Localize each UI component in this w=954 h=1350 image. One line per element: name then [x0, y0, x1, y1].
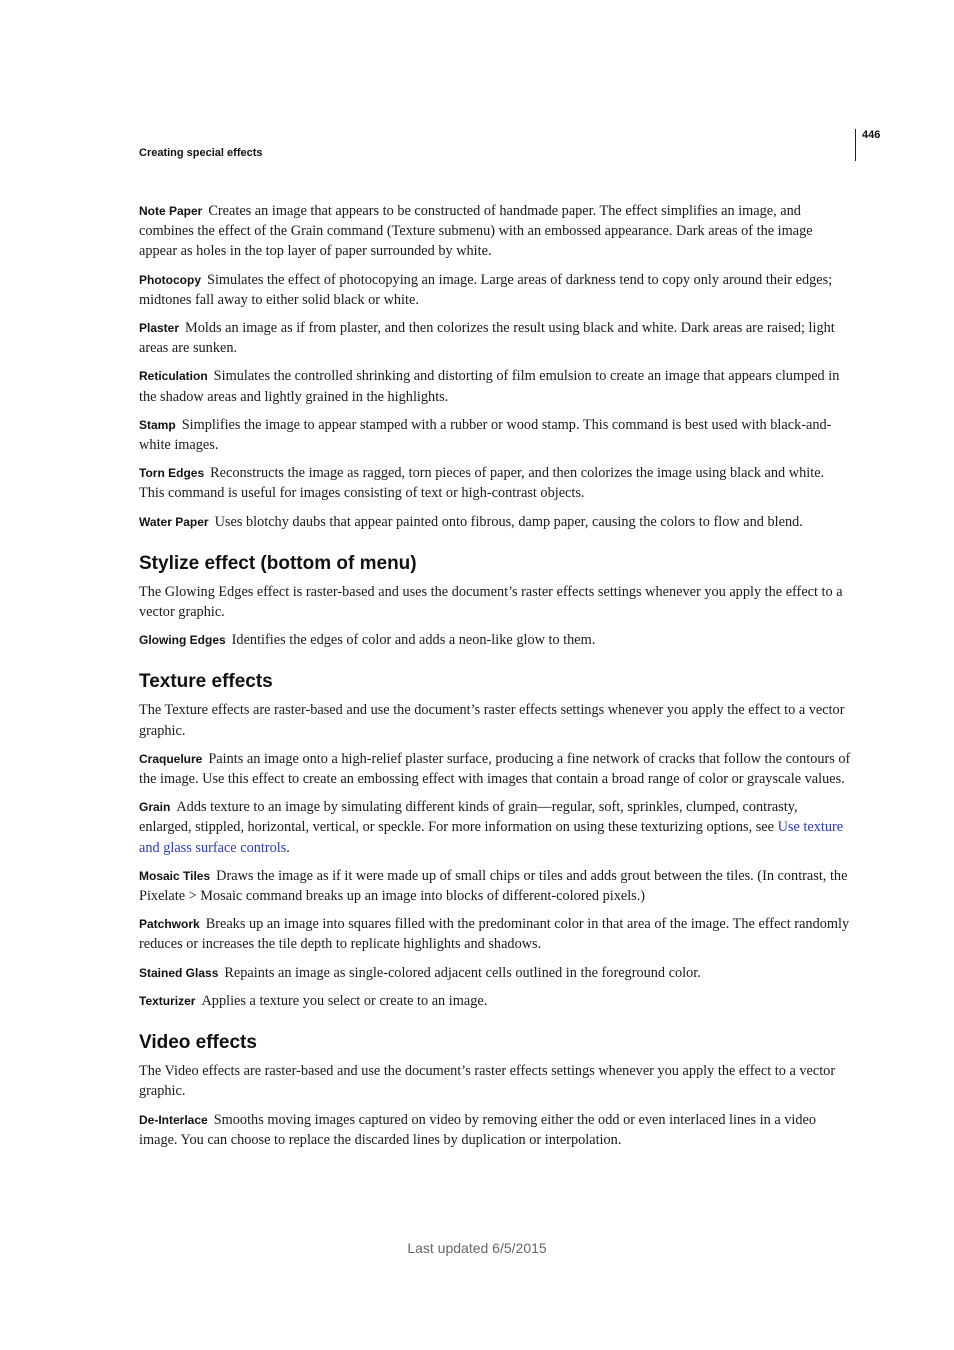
- definition-text: Molds an image as if from plaster, and then colorizes the result using black and white. Dark areas are raised; light areas are sunken.: [139, 320, 835, 357]
- definition-term: Mosaic Tiles: [139, 868, 211, 883]
- definition-entry: [139, 866, 851, 906]
- definition-entry: [139, 270, 851, 310]
- definition-term: Plaster: [139, 321, 180, 336]
- header-rule: [855, 129, 856, 161]
- page-content: [139, 201, 851, 1158]
- texture-controls-link[interactable]: Use texture and glass surface controls: [139, 819, 844, 856]
- section-intro: The Video effects are raster-based and use the document’s raster effects settings whenever you apply the effect to a vector graphic.: [139, 1063, 836, 1100]
- definition-text: Adds texture to an image by simulating different kinds of grain—regular, soft, sprinkles, clumped, contrasty, enlarged, stippled, horizontal, vertical, or speckle. For more information on using these texturizing options, see: [139, 799, 798, 836]
- section-heading-stylize: Stylize effect (bottom of menu): [139, 552, 417, 574]
- definition-term: Patchwork: [139, 917, 200, 932]
- definition-entry: [139, 630, 851, 650]
- definition-text: Creates an image that appears to be constructed of handmade paper. The effect simplifies an image, and combines the effect of the Grain command (Texture submenu) with an embossed appearance. Dark areas of the image appear as holes in the top layer of paper surrounded by white.: [139, 203, 813, 260]
- definition-entry: [139, 201, 851, 262]
- definition-text: Applies a texture you select or create to an image.: [201, 992, 488, 1009]
- definition-entry: [139, 749, 851, 789]
- definition-entry: [139, 512, 851, 532]
- definition-entry: [139, 463, 851, 503]
- definition-text: Draws the image as if it were made up of small chips or tiles and adds grout between the tiles. (In contrast, the Pixelate > Mosaic command breaks up an image into blocks of different-colored pixels.): [139, 867, 848, 905]
- definition-entry: [139, 318, 851, 358]
- definition-term: Note Paper: [139, 204, 203, 218]
- page-number: 446: [862, 129, 881, 141]
- definition-text: Paints an image onto a high-relief plaster surface, producing a fine network of cracks that follow the contours of the image. Use this effect to create an embossing effect with images that contain a broad range of color or grayscale values.: [139, 750, 851, 788]
- definition-entry: [139, 415, 851, 455]
- definition-term: Stained Glass: [139, 965, 219, 980]
- definition-entry: [139, 914, 851, 954]
- definition-text: Repaints an image as single-colored adjacent cells outlined in the foreground color.: [224, 964, 701, 981]
- definition-entry: [139, 963, 851, 983]
- definition-text: Smooths moving images captured on video by removing either the odd or even interlaced lines in a video image. You can choose to replace the discarded lines by duplication or interpolation.: [139, 1111, 817, 1148]
- definition-term: Glowing Edges: [139, 633, 226, 648]
- section-intro: The Glowing Edges effect is raster-based and uses the document’s raster effects settings whenever you apply the effect to a vector graphic.: [139, 583, 843, 621]
- definition-term: De-Interlace: [139, 1112, 208, 1127]
- definition-term: Stamp: [139, 417, 176, 432]
- running-header: Creating special effects: [139, 147, 263, 159]
- section-heading-texture: Texture effects: [139, 671, 273, 693]
- definition-text: Reconstructs the image as ragged, torn pieces of paper, and then colorizes the image using black and white. This command is useful for images consisting of text or high-contrast objects.: [139, 465, 825, 502]
- footer-last-updated: Last updated 6/5/2015: [407, 1240, 547, 1256]
- definition-entry: [139, 797, 851, 858]
- definition-text-end: .: [286, 839, 290, 856]
- definition-term: Reticulation: [139, 369, 208, 384]
- definition-text: Uses blotchy daubs that appear painted onto fibrous, damp paper, causing the colors to flow and blend.: [214, 513, 803, 530]
- definition-entry: [139, 991, 851, 1011]
- definition-entry: [139, 366, 851, 406]
- definition-text: Identifies the edges of color and adds a neon-like glow to them.: [231, 632, 596, 649]
- section-heading-video: Video effects: [139, 1032, 257, 1054]
- definition-term: Photocopy: [139, 272, 201, 287]
- definition-term: Grain: [139, 800, 171, 815]
- definition-term: Water Paper: [139, 514, 209, 529]
- definition-text: Breaks up an image into squares filled with the predominant color in that area of the image. The effect randomly reduces or increases the tile depth to replicate highlights and shadows.: [139, 916, 850, 953]
- definition-entry: [139, 1110, 851, 1150]
- definition-text: Simulates the effect of photocopying an image. Large areas of darkness tend to copy only around their edges; midtones fall away to either solid black or white.: [139, 271, 833, 308]
- definition-term: Torn Edges: [139, 466, 205, 481]
- definition-text: Simplifies the image to appear stamped with a rubber or wood stamp. This command is best used with black-and-white images.: [139, 416, 832, 454]
- section-intro: The Texture effects are raster-based and use the document’s raster effects settings whenever you apply the effect to a vector graphic.: [139, 702, 845, 739]
- definition-text: Simulates the controlled shrinking and distorting of film emulsion to create an image that appears clumped in the shadow areas and lightly grained in the highlights.: [139, 368, 840, 405]
- definition-term: Craquelure: [139, 751, 203, 766]
- definition-term: Texturizer: [139, 993, 196, 1008]
